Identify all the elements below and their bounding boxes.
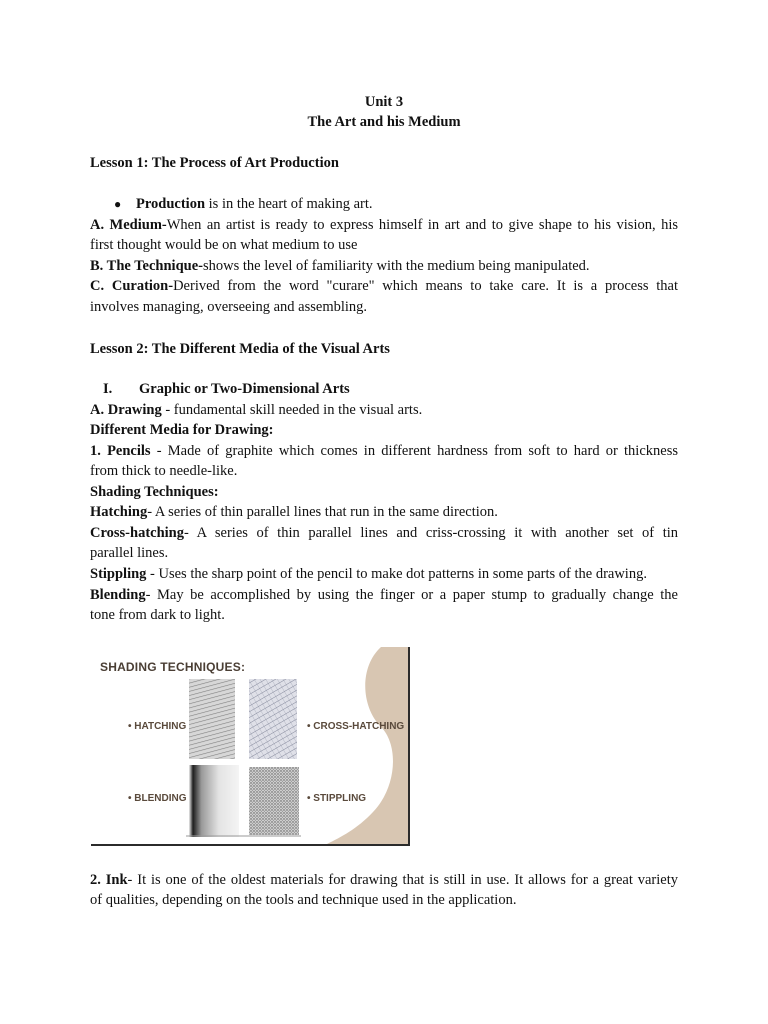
curation-definition-line2: involves managing, overseeing and assembling. bbox=[90, 299, 368, 315]
technique-term: B. The Technique- bbox=[90, 258, 203, 274]
crosshatching-texture-b bbox=[249, 679, 297, 759]
ink-definition-line2: of qualities, depending on the tools and technique used in the application. bbox=[90, 892, 517, 908]
pencils-definition-line1: 1. Pencils - Made of graphite which comes in different hardness from soft to hard or thickness bbox=[90, 443, 678, 459]
figure-title: SHADING TECHNIQUES: bbox=[100, 660, 246, 674]
document-title: The Art and his Medium bbox=[307, 114, 461, 130]
media-heading: Different Media for Drawing: bbox=[90, 422, 274, 438]
blending-definition-line2: tone from dark to light. bbox=[90, 607, 225, 623]
hatching-definition: Hatching- A series of thin parallel lines that run in the same direction. bbox=[90, 504, 498, 520]
bullet-dot-icon: ● bbox=[114, 197, 122, 211]
drawing-term: A. Drawing bbox=[90, 402, 162, 418]
medium-term: A. Medium- bbox=[90, 217, 167, 233]
stippling-texture bbox=[249, 767, 299, 835]
shading-heading: Shading Techniques: bbox=[90, 484, 219, 500]
hatching-texture bbox=[189, 679, 235, 759]
stippling-term: Stippling bbox=[90, 566, 147, 582]
section-title: Graphic or Two-Dimensional Arts bbox=[139, 381, 350, 397]
technique-definition: B. The Technique-shows the level of familiarity with the medium being manipulated. bbox=[90, 258, 590, 274]
decorative-beige-shape bbox=[327, 647, 408, 844]
production-text: is in the heart of making art. bbox=[205, 196, 373, 212]
medium-definition-line1: A. Medium-When an artist is ready to express himself in art and to give shape to his vision, his bbox=[90, 217, 678, 233]
medium-definition-line2: first thought would be on what medium to use bbox=[90, 237, 358, 253]
pencils-term: 1. Pencils bbox=[90, 443, 151, 459]
blending-definition-line1: Blending- May be accomplished by using the finger or a paper stump to gradually change the bbox=[90, 587, 678, 603]
shading-techniques-figure bbox=[91, 647, 410, 846]
hatching-term: Hatching bbox=[90, 504, 148, 520]
curation-term: C. Curation- bbox=[90, 278, 174, 294]
crosshatching-definition-line2: parallel lines. bbox=[90, 545, 169, 561]
crosshatching-definition-line1: Cross-hatching- A series of thin parallel lines and criss-crossing it with another set of tin bbox=[90, 525, 678, 541]
ink-term: 2. Ink bbox=[90, 872, 128, 888]
unit-heading: Unit 3 bbox=[364, 94, 404, 110]
drawing-definition: A. Drawing - fundamental skill needed in the visual arts. bbox=[90, 402, 423, 418]
lesson1-heading: Lesson 1: The Process of Art Production bbox=[90, 155, 339, 171]
figure-label-crosshatching: • CROSS-HATCHING bbox=[307, 721, 405, 732]
blending-swatch bbox=[189, 765, 239, 837]
figure-label-stippling: • STIPPLING bbox=[307, 793, 367, 804]
curation-definition-line1: C. Curation-Derived from the word "curare" which means to take care. It is a process that bbox=[90, 278, 678, 294]
pencils-definition-line2: from thick to needle-like. bbox=[90, 463, 238, 479]
stippling-definition: Stippling - Uses the sharp point of the pencil to make dot patterns in some parts of the drawing. bbox=[90, 566, 647, 582]
bullet-production bbox=[136, 194, 678, 215]
blending-term: Blending bbox=[90, 587, 146, 603]
production-term: Production bbox=[136, 196, 206, 212]
figure-label-hatching: • HATCHING bbox=[128, 721, 187, 732]
figure-label-blending: • BLENDING bbox=[128, 793, 187, 804]
shading-techniques-illustration bbox=[91, 647, 408, 844]
lesson2-heading: Lesson 2: The Different Media of the Visual Arts bbox=[90, 341, 390, 357]
crosshatching-term: Cross-hatching bbox=[90, 525, 184, 541]
ink-definition-line1: 2. Ink- It is one of the oldest materials for drawing that is still in use. It allows for a great variety bbox=[90, 872, 678, 888]
section-numeral: I. bbox=[103, 381, 113, 397]
